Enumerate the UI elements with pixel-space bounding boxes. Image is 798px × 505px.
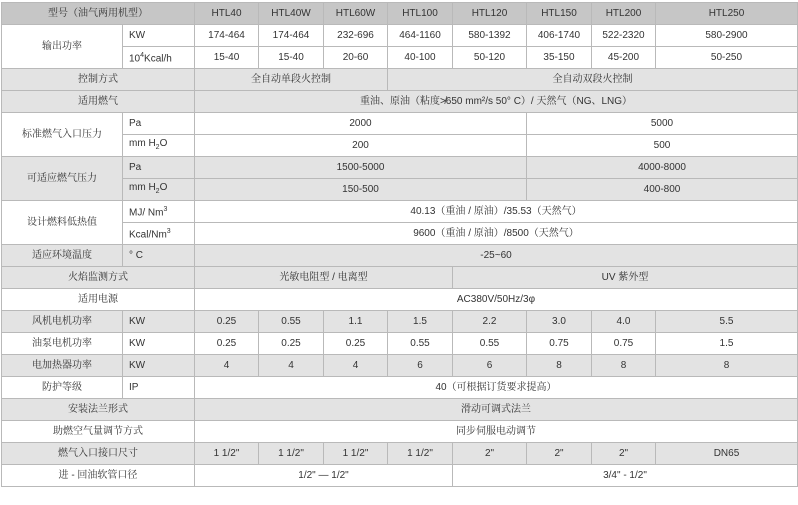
fan-motor-value: 1.1 [324, 311, 388, 333]
control-mode-single: 全自动单段火控制 [195, 69, 388, 91]
oil-hose-low: 1/2" — 1/2" [195, 465, 453, 487]
fan-motor-unit: KW [123, 311, 195, 333]
output-kcal-value: 35-150 [527, 47, 592, 69]
adaptable-pressure-mmh2o-unit [123, 179, 195, 201]
fan-motor-label: 风机电机功率 [2, 311, 123, 333]
adaptable-pressure-pa-low: 1500-5000 [195, 157, 527, 179]
heater-value: 6 [453, 355, 527, 377]
air-regulation-value: 同步伺服电动调节 [195, 421, 798, 443]
output-kw-value: 232-696 [324, 25, 388, 47]
heat-value-mj-unit [123, 201, 195, 223]
output-kw-value: 464-1160 [388, 25, 453, 47]
header-row [2, 3, 798, 25]
control-mode-label: 控制方式 [2, 69, 195, 91]
kcal-unit-prefix: 10 [129, 53, 141, 65]
flange-value: 滑动可调式法兰 [195, 399, 798, 421]
pump-motor-value: 0.75 [592, 333, 656, 355]
control-mode-dual: 全自动双段火控制 [388, 69, 798, 91]
flange-label: 安装法兰形式 [2, 399, 195, 421]
pump-motor-value: 1.5 [656, 333, 798, 355]
model-htl40w: HTL40W [259, 3, 324, 25]
ambient-temp-row [2, 245, 798, 267]
adaptable-pressure-pa-unit: Pa [123, 157, 195, 179]
fan-motor-value: 3.0 [527, 311, 592, 333]
heater-unit: KW [123, 355, 195, 377]
model-htl40: HTL40 [195, 3, 259, 25]
adaptable-pressure-mmh2o-high: 400-800 [527, 179, 798, 201]
control-mode-row [2, 69, 798, 91]
kcal-unit-exponent: 4 [140, 51, 145, 59]
pump-motor-value: 0.55 [453, 333, 527, 355]
gas-inlet-value: 1 1/2" [324, 443, 388, 465]
heat-value-label: 设计燃料低热值 [2, 201, 123, 245]
pump-motor-value: 0.55 [388, 333, 453, 355]
pump-motor-unit: KW [123, 333, 195, 355]
mmh2o-suffix: O [159, 181, 168, 193]
heat-value-mj: 40.13（重油 / 原油）/35.53（天然气） [195, 201, 798, 223]
ambient-temp-value: -25~60 [195, 245, 798, 267]
gas-inlet-value: 1 1/2" [195, 443, 259, 465]
heater-value: 8 [592, 355, 656, 377]
protection-row [2, 377, 798, 399]
output-kcal-value: 50-250 [656, 47, 798, 69]
output-power-kw-row [2, 25, 798, 47]
model-htl150: HTL150 [527, 3, 592, 25]
mmh2o-suffix: O [159, 137, 168, 149]
mmh2o-subscript: 2 [155, 143, 160, 151]
model-htl120: HTL120 [453, 3, 527, 25]
gas-inlet-label: 燃气入口接口尺寸 [2, 443, 195, 465]
model-htl200: HTL200 [592, 3, 656, 25]
fan-motor-value: 1.5 [388, 311, 453, 333]
output-kw-value: 580-1392 [453, 25, 527, 47]
mj-unit-prefix: MJ/ Nm [129, 207, 164, 219]
inlet-pressure-pa-row [2, 113, 798, 135]
output-kw-value: 522-2320 [592, 25, 656, 47]
output-kcal-value: 40-100 [388, 47, 453, 69]
pump-motor-label: 油泵电机功率 [2, 333, 123, 355]
power-supply-value: AC380V/50Hz/3φ [195, 289, 798, 311]
adaptable-pressure-pa-row [2, 157, 798, 179]
ambient-temp-label: 适应环境温度 [2, 245, 123, 267]
inlet-pressure-label: 标准燃气入口压力 [2, 113, 123, 157]
heater-value: 4 [195, 355, 259, 377]
output-kcal-value: 45-200 [592, 47, 656, 69]
fan-motor-value: 2.2 [453, 311, 527, 333]
oil-hose-row [2, 465, 798, 487]
fan-motor-value: 5.5 [656, 311, 798, 333]
ambient-temp-unit: ° C [123, 245, 195, 267]
oil-hose-high: 3/4" - 1/2" [453, 465, 798, 487]
gas-inlet-value: 1 1/2" [259, 443, 324, 465]
fan-motor-value: 0.25 [195, 311, 259, 333]
adaptable-pressure-pa-high: 4000-8000 [527, 157, 798, 179]
model-htl100: HTL100 [388, 3, 453, 25]
protection-label: 防护等级 [2, 377, 123, 399]
output-power-label: 输出功率 [2, 25, 123, 69]
output-power-kcal-unit [123, 47, 195, 69]
kcal-nm-exponent: 3 [166, 227, 171, 235]
output-kw-value: 580-2900 [656, 25, 798, 47]
fan-motor-row [2, 311, 798, 333]
flame-monitor-high: UV 紫外型 [453, 267, 798, 289]
inlet-pressure-mmh2o-unit [123, 135, 195, 157]
flame-monitor-label: 火焰监测方式 [2, 267, 195, 289]
fan-motor-value: 4.0 [592, 311, 656, 333]
header-label: 型号（油气两用机型） [2, 3, 195, 25]
output-kw-value: 174-464 [259, 25, 324, 47]
heat-value-mj-row [2, 201, 798, 223]
output-kcal-value: 15-40 [195, 47, 259, 69]
adaptable-pressure-mmh2o-low: 150-500 [195, 179, 527, 201]
gas-inlet-row [2, 443, 798, 465]
fan-motor-value: 0.55 [259, 311, 324, 333]
model-htl250: HTL250 [656, 3, 798, 25]
pump-motor-value: 0.75 [527, 333, 592, 355]
pump-motor-row [2, 333, 798, 355]
inlet-pressure-pa-low: 2000 [195, 113, 527, 135]
output-kcal-value: 15-40 [259, 47, 324, 69]
heater-value: 6 [388, 355, 453, 377]
output-kw-value: 174-464 [195, 25, 259, 47]
heater-label: 电加热器功率 [2, 355, 123, 377]
protection-unit: IP [123, 377, 195, 399]
power-supply-row [2, 289, 798, 311]
heat-value-kcal: 9600（重油 / 原油）/8500（天然气） [195, 223, 798, 245]
heater-value: 8 [656, 355, 798, 377]
pump-motor-value: 0.25 [259, 333, 324, 355]
heater-value: 4 [259, 355, 324, 377]
heater-value: 8 [527, 355, 592, 377]
heat-value-kcal-unit [123, 223, 195, 245]
mmh2o-prefix: mm H [129, 181, 156, 193]
protection-value: 40（可根据订货要求提高） [195, 377, 798, 399]
inlet-pressure-mmh2o-low: 200 [195, 135, 527, 157]
fuel-label: 适用燃气 [2, 91, 195, 113]
mmh2o-prefix: mm H [129, 137, 156, 149]
inlet-pressure-mmh2o-high: 500 [527, 135, 798, 157]
kcal-unit-rest: Kcal/h [144, 53, 172, 65]
flange-row [2, 399, 798, 421]
air-regulation-row [2, 421, 798, 443]
oil-hose-label: 进 - 回油软管口径 [2, 465, 195, 487]
power-supply-label: 适用电源 [2, 289, 195, 311]
kcal-nm-prefix: Kcal/Nm [129, 229, 167, 241]
output-kcal-value: 50-120 [453, 47, 527, 69]
gas-inlet-value: DN65 [656, 443, 798, 465]
mj-unit-exponent: 3 [163, 205, 168, 213]
pump-motor-value: 0.25 [324, 333, 388, 355]
inlet-pressure-pa-unit: Pa [123, 113, 195, 135]
air-regulation-label: 助燃空气量调节方式 [2, 421, 195, 443]
output-power-kw-unit: KW [123, 25, 195, 47]
output-kw-value: 406-1740 [527, 25, 592, 47]
model-htl60w: HTL60W [324, 3, 388, 25]
adaptable-pressure-label: 可适应燃气压力 [2, 157, 123, 201]
pump-motor-value: 0.25 [195, 333, 259, 355]
flame-monitor-low: 光敏电阻型 / 电离型 [195, 267, 453, 289]
gas-inlet-value: 2" [453, 443, 527, 465]
mmh2o-subscript: 2 [155, 187, 160, 195]
gas-inlet-value: 2" [527, 443, 592, 465]
inlet-pressure-pa-high: 5000 [527, 113, 798, 135]
fuel-value: 重油、原油（粘度≯650 mm²/s 50° C）/ 天然气（NG、LNG） [195, 91, 798, 113]
output-kcal-value: 20-60 [324, 47, 388, 69]
heater-row [2, 355, 798, 377]
flame-monitor-row [2, 267, 798, 289]
gas-inlet-value: 2" [592, 443, 656, 465]
gas-inlet-value: 1 1/2" [388, 443, 453, 465]
fuel-row [2, 91, 798, 113]
heater-value: 4 [324, 355, 388, 377]
spec-table [1, 2, 798, 487]
